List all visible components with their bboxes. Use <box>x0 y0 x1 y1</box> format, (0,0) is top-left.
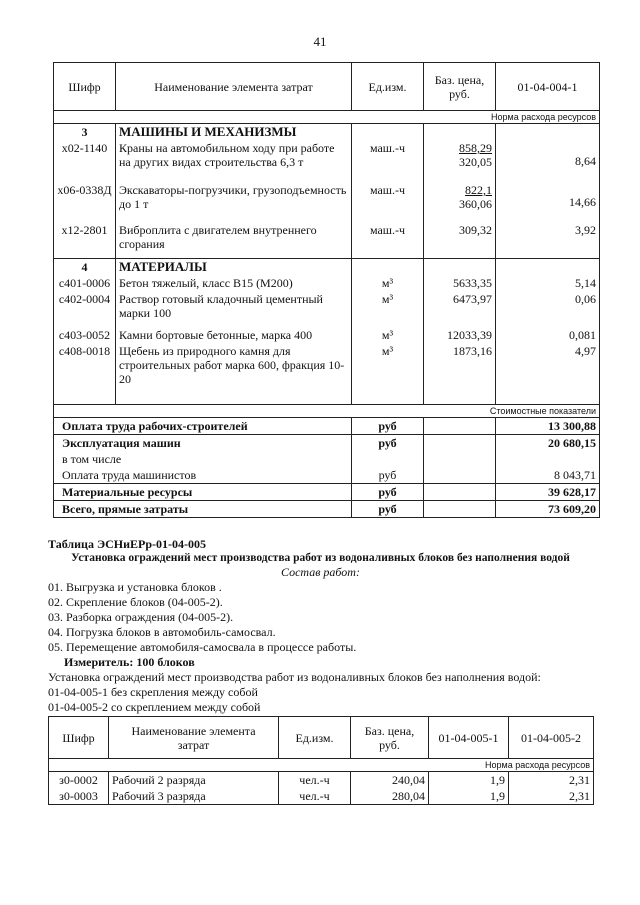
table-row <box>54 275 600 291</box>
norm-label-row <box>54 111 600 124</box>
description: Установка ограждений мест производства работ из водоналивных блоков без наполнения водой: <box>48 670 541 684</box>
header-code: Шифр <box>49 717 109 759</box>
header-unit: Ед.изм. <box>352 63 424 111</box>
cost-row <box>54 484 600 501</box>
cost-value: 13 300,88 <box>496 418 600 435</box>
header-code: Шифр <box>54 63 116 111</box>
section-number: 3 <box>54 124 116 141</box>
resource-table-01-04-004 <box>53 62 600 518</box>
table-row <box>54 327 600 343</box>
section-number: 4 <box>54 258 116 275</box>
header-column-2: 01-04-005-2 <box>509 717 594 759</box>
row-value-2: 2,31 <box>509 772 594 789</box>
row-norm: 0,081 <box>496 327 600 343</box>
row-name: Рабочий 2 разряда <box>109 772 279 789</box>
row-code: с401-0006 <box>54 275 116 291</box>
row-value-1: 1,9 <box>429 772 509 789</box>
row-unit: чел.-ч <box>279 788 351 805</box>
row-price: 5633,35 <box>424 275 496 291</box>
header-price: Баз. цена, руб. <box>424 63 496 111</box>
cost-value: 73 609,20 <box>496 501 600 518</box>
row-norm: 14,66 <box>496 182 600 222</box>
row-code: х12-2801 <box>54 222 116 258</box>
row-unit: маш.-ч <box>352 140 424 182</box>
row-norm: 3,92 <box>496 222 600 258</box>
step-item: 02. Скрепление блоков (04-005-2). <box>48 595 223 609</box>
row-code: з0-0003 <box>49 788 109 805</box>
cost-label-row <box>54 405 600 418</box>
row-norm: 8,64 <box>496 140 600 182</box>
cost-value: 20 680,15 <box>496 435 600 452</box>
cost-name: Всего, прямые затраты <box>54 501 352 518</box>
row-unit: маш.-ч <box>352 222 424 258</box>
step-item: 04. Погрузка блоков в автомобиль-самосвал. <box>48 625 276 639</box>
cost-unit: руб <box>352 418 424 435</box>
table-row <box>54 140 600 182</box>
row-price: 240,04 <box>351 772 429 789</box>
header-unit: Ед.изм. <box>279 717 351 759</box>
table-row <box>49 772 594 789</box>
row-unit: м³ <box>352 343 424 395</box>
composition-title: Состав работ: <box>281 565 360 579</box>
row-code: х02-1140 <box>54 140 116 182</box>
header-price: Баз. цена, руб. <box>351 717 429 759</box>
row-price: 1873,16 <box>424 343 496 395</box>
row-price: 12033,39 <box>424 327 496 343</box>
cost-unit: руб <box>352 435 424 452</box>
row-name: Щебень из природного камня для строительных работ марка 600, фракция 10-20 <box>116 343 352 395</box>
step-item: 01. Выгрузка и установка блоков . <box>48 580 222 594</box>
step-item: 03. Разборка ограждения (04-005-2). <box>48 610 234 624</box>
cost-unit: руб <box>352 484 424 501</box>
table-row <box>54 343 600 395</box>
section-title: МАШИНЫ И МЕХАНИЗМЫ <box>116 124 352 141</box>
row-unit: м³ <box>352 291 424 327</box>
table-row <box>54 222 600 258</box>
norm-label: Норма расхода ресурсов <box>54 111 600 124</box>
variant-item: 01-04-005-2 со скреплением между собой <box>48 700 261 714</box>
table-title: Таблица ЭСНиЕРр-01-04-005 <box>48 537 207 551</box>
cost-unit: руб <box>352 467 424 484</box>
header-column-1: 01-04-005-1 <box>429 717 509 759</box>
header-name: Наименование элемента затрат <box>109 717 279 759</box>
row-unit: м³ <box>352 327 424 343</box>
page-number: 41 <box>313 34 327 49</box>
table-row <box>54 182 600 222</box>
table-row <box>49 788 594 805</box>
row-norm: 4,97 <box>496 343 600 395</box>
cost-row <box>54 467 600 484</box>
cost-label: Стоимостные показатели <box>54 405 600 418</box>
row-price: 858,29 320,05 <box>424 140 496 182</box>
cost-name: Оплата труда рабочих-строителей <box>54 418 352 435</box>
row-name: Виброплита с двигателем внутреннего сгорания <box>116 222 352 258</box>
cost-name: в том числе <box>54 451 352 467</box>
row-price: 822,1 360,06 <box>424 182 496 222</box>
resource-table-01-04-005 <box>48 716 594 805</box>
cost-unit: руб <box>352 501 424 518</box>
header-name: Наименование элемента затрат <box>116 63 352 111</box>
row-name: Камни бортовые бетонные, марка 400 <box>116 327 352 343</box>
step-item: 05. Перемещение автомобиля-самосвала в процессе работы. <box>48 640 357 654</box>
table-header-row <box>49 717 594 759</box>
row-value-2: 2,31 <box>509 788 594 805</box>
section-title: МАТЕРИАЛЫ <box>116 258 352 275</box>
cost-value: 39 628,17 <box>496 484 600 501</box>
table-header-row <box>54 63 600 111</box>
cost-row <box>54 435 600 452</box>
cost-name: Оплата труда машинистов <box>54 467 352 484</box>
cost-name: Эксплуатация машин <box>54 435 352 452</box>
row-norm: 5,14 <box>496 275 600 291</box>
row-norm: 0,06 <box>496 291 600 327</box>
row-price: 309,32 <box>424 222 496 258</box>
row-code: х06-0338Д <box>54 182 116 222</box>
row-name: Рабочий 3 разряда <box>109 788 279 805</box>
row-name: Краны на автомобильном ходу при работе на других видах строительства 6,3 т <box>116 140 352 182</box>
variant-item: 01-04-005-1 без скрепления между собой <box>48 685 258 699</box>
cost-value: 8 043,71 <box>496 467 600 484</box>
norm-label: Норма расхода ресурсов <box>49 759 594 772</box>
row-code: с408-0018 <box>54 343 116 395</box>
spacer-row <box>54 395 600 405</box>
row-name: Бетон тяжелый, класс В15 (М200) <box>116 275 352 291</box>
row-code: с403-0052 <box>54 327 116 343</box>
row-name: Экскаваторы-погрузчики, грузоподъемность до 1 т <box>116 182 352 222</box>
section-row <box>54 124 600 141</box>
meter-label: Измеритель: 100 блоков <box>64 655 195 669</box>
norm-label-row <box>49 759 594 772</box>
row-value-1: 1,9 <box>429 788 509 805</box>
table-subtitle: Установка ограждений мест производства работ из водоналивных блоков без наполнения водой <box>71 552 570 564</box>
row-code: с402-0004 <box>54 291 116 327</box>
row-unit: чел.-ч <box>279 772 351 789</box>
row-price: 280,04 <box>351 788 429 805</box>
row-price: 6473,97 <box>424 291 496 327</box>
row-unit: маш.-ч <box>352 182 424 222</box>
cost-name: Материальные ресурсы <box>54 484 352 501</box>
row-unit: м³ <box>352 275 424 291</box>
cost-row <box>54 418 600 435</box>
cost-row <box>54 501 600 518</box>
row-code: з0-0002 <box>49 772 109 789</box>
cost-row <box>54 451 600 467</box>
row-name: Раствор готовый кладочный цементный марки 100 <box>116 291 352 327</box>
table-row <box>54 291 600 327</box>
header-column-code: 01-04-004-1 <box>496 63 600 111</box>
section-row <box>54 258 600 275</box>
